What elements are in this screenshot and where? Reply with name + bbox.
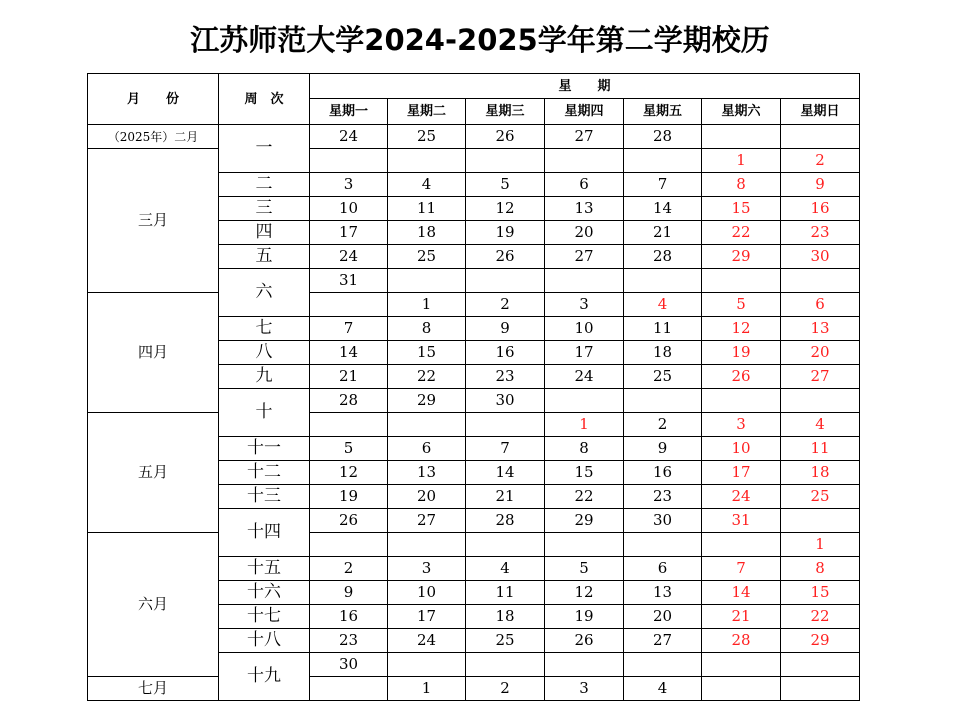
date-cell — [624, 533, 702, 557]
month-label-jun: 六月 — [88, 533, 219, 677]
date-cell: 12 — [310, 461, 388, 485]
date-cell: 2 — [624, 413, 702, 437]
date-cell: 2 — [781, 149, 860, 173]
date-cell: 6 — [624, 557, 702, 581]
week-number-w2: 二 — [219, 173, 310, 197]
date-cell: 10 — [545, 317, 624, 341]
date-cell — [781, 677, 860, 701]
date-cell: 18 — [388, 221, 466, 245]
date-cell — [310, 149, 388, 173]
date-cell — [388, 413, 466, 437]
date-cell: 7 — [702, 557, 781, 581]
date-cell: 1 — [545, 413, 624, 437]
date-cell: 14 — [702, 581, 781, 605]
date-cell: 21 — [702, 605, 781, 629]
date-cell: 8 — [702, 173, 781, 197]
week-number-w12: 十二 — [219, 461, 310, 485]
date-cell: 11 — [466, 581, 545, 605]
date-cell — [781, 509, 860, 533]
date-cell: 29 — [388, 389, 466, 413]
date-cell: 2 — [466, 677, 545, 701]
week-number-w16: 十六 — [219, 581, 310, 605]
date-cell: 27 — [388, 509, 466, 533]
date-cell: 8 — [545, 437, 624, 461]
date-cell: 30 — [310, 653, 388, 677]
calendar-row — [88, 677, 860, 701]
date-cell: 9 — [310, 581, 388, 605]
day-header-mon: 星期一 — [310, 99, 388, 125]
date-cell: 16 — [310, 605, 388, 629]
date-cell: 15 — [388, 341, 466, 365]
date-cell: 20 — [781, 341, 860, 365]
week-number-w3: 三 — [219, 197, 310, 221]
date-cell — [466, 533, 545, 557]
date-cell: 22 — [702, 221, 781, 245]
page-title: 江苏师范大学2024-2025学年第二学期校历 — [190, 23, 770, 57]
date-cell: 30 — [624, 509, 702, 533]
week-number-w6: 六 — [219, 269, 310, 317]
date-cell: 24 — [310, 125, 388, 149]
calendar-row — [88, 293, 860, 317]
date-cell: 15 — [702, 197, 781, 221]
week-number-w9: 九 — [219, 365, 310, 389]
date-cell: 20 — [624, 605, 702, 629]
date-cell: 28 — [466, 509, 545, 533]
date-cell: 16 — [781, 197, 860, 221]
week-number-w17: 十七 — [219, 605, 310, 629]
date-cell — [545, 269, 624, 293]
date-cell — [624, 269, 702, 293]
date-cell: 26 — [466, 125, 545, 149]
date-cell — [388, 653, 466, 677]
date-cell: 6 — [388, 437, 466, 461]
calendar-row — [88, 413, 860, 437]
date-cell: 19 — [310, 485, 388, 509]
date-cell: 12 — [466, 197, 545, 221]
day-header-thu: 星期四 — [545, 99, 624, 125]
date-cell: 17 — [702, 461, 781, 485]
week-number-w10: 十 — [219, 389, 310, 437]
date-cell: 27 — [781, 365, 860, 389]
date-cell: 19 — [466, 221, 545, 245]
date-cell: 22 — [781, 605, 860, 629]
month-label-mar: 三月 — [88, 149, 219, 293]
date-cell — [388, 269, 466, 293]
date-cell: 2 — [466, 293, 545, 317]
date-cell: 9 — [466, 317, 545, 341]
calendar-row — [88, 533, 860, 557]
date-cell: 5 — [466, 173, 545, 197]
date-cell: 13 — [624, 581, 702, 605]
date-cell: 18 — [624, 341, 702, 365]
date-cell: 21 — [310, 365, 388, 389]
date-cell — [310, 533, 388, 557]
date-cell — [702, 653, 781, 677]
date-cell — [466, 269, 545, 293]
date-cell: 3 — [545, 677, 624, 701]
date-cell: 27 — [545, 245, 624, 269]
date-cell: 16 — [466, 341, 545, 365]
month-label-apr: 四月 — [88, 293, 219, 413]
date-cell: 29 — [545, 509, 624, 533]
date-cell: 27 — [545, 125, 624, 149]
date-cell: 3 — [702, 413, 781, 437]
date-cell: 30 — [781, 245, 860, 269]
date-cell: 10 — [388, 581, 466, 605]
date-cell — [781, 653, 860, 677]
date-cell: 8 — [781, 557, 860, 581]
date-cell — [388, 149, 466, 173]
date-cell: 13 — [781, 317, 860, 341]
date-cell: 20 — [388, 485, 466, 509]
date-cell: 21 — [466, 485, 545, 509]
date-cell: 24 — [545, 365, 624, 389]
date-cell — [466, 413, 545, 437]
date-cell — [545, 389, 624, 413]
date-cell: 27 — [624, 629, 702, 653]
week-number-w15: 十五 — [219, 557, 310, 581]
date-cell: 12 — [702, 317, 781, 341]
date-cell: 5 — [702, 293, 781, 317]
date-cell: 6 — [545, 173, 624, 197]
date-cell: 5 — [545, 557, 624, 581]
date-cell: 6 — [781, 293, 860, 317]
date-cell: 28 — [310, 389, 388, 413]
day-header-sun: 星期日 — [781, 99, 860, 125]
week-header: 周 次 — [219, 74, 310, 125]
date-cell: 1 — [388, 293, 466, 317]
date-cell: 10 — [702, 437, 781, 461]
date-cell: 9 — [624, 437, 702, 461]
date-cell: 25 — [466, 629, 545, 653]
date-cell: 11 — [781, 437, 860, 461]
week-number-w4: 四 — [219, 221, 310, 245]
date-cell — [702, 533, 781, 557]
date-cell: 25 — [781, 485, 860, 509]
date-cell: 18 — [466, 605, 545, 629]
date-cell: 31 — [702, 509, 781, 533]
date-cell: 17 — [388, 605, 466, 629]
date-cell: 11 — [624, 317, 702, 341]
date-cell: 23 — [310, 629, 388, 653]
date-cell — [466, 149, 545, 173]
date-cell: 21 — [624, 221, 702, 245]
date-cell — [310, 293, 388, 317]
school-calendar-table — [87, 73, 860, 701]
date-cell: 22 — [388, 365, 466, 389]
date-cell — [624, 653, 702, 677]
date-cell — [545, 533, 624, 557]
month-header: 月 份 — [88, 74, 219, 125]
week-number-w18: 十八 — [219, 629, 310, 653]
date-cell: 10 — [310, 197, 388, 221]
week-number-w1: 一 — [219, 125, 310, 173]
date-cell: 19 — [545, 605, 624, 629]
date-cell: 11 — [388, 197, 466, 221]
date-cell — [781, 389, 860, 413]
date-cell: 24 — [702, 485, 781, 509]
date-cell: 28 — [624, 125, 702, 149]
date-cell: 4 — [388, 173, 466, 197]
date-cell: 28 — [702, 629, 781, 653]
date-cell: 24 — [388, 629, 466, 653]
date-cell: 13 — [388, 461, 466, 485]
week-number-w11: 十一 — [219, 437, 310, 461]
date-cell: 17 — [545, 341, 624, 365]
day-header-tue: 星期二 — [388, 99, 466, 125]
calendar-row — [88, 125, 860, 149]
date-cell: 29 — [702, 245, 781, 269]
date-cell: 25 — [624, 365, 702, 389]
date-cell — [545, 653, 624, 677]
date-cell: 18 — [781, 461, 860, 485]
date-cell — [624, 149, 702, 173]
date-cell: 26 — [310, 509, 388, 533]
date-cell: 9 — [781, 173, 860, 197]
date-cell: 2 — [310, 557, 388, 581]
date-cell: 24 — [310, 245, 388, 269]
date-cell: 15 — [545, 461, 624, 485]
month-label-feb: （2025年）二月 — [88, 125, 219, 149]
week-number-w8: 八 — [219, 341, 310, 365]
date-cell: 1 — [702, 149, 781, 173]
weekday-group-header: 星 期 — [310, 74, 860, 99]
date-cell: 25 — [388, 245, 466, 269]
date-cell: 19 — [702, 341, 781, 365]
week-number-w13: 十三 — [219, 485, 310, 509]
date-cell — [545, 149, 624, 173]
date-cell: 7 — [624, 173, 702, 197]
date-cell: 26 — [545, 629, 624, 653]
month-label-may: 五月 — [88, 413, 219, 533]
date-cell: 28 — [624, 245, 702, 269]
date-cell: 14 — [624, 197, 702, 221]
month-label-jul: 七月 — [88, 677, 219, 701]
date-cell — [388, 533, 466, 557]
date-cell: 12 — [545, 581, 624, 605]
date-cell: 26 — [466, 245, 545, 269]
date-cell: 14 — [310, 341, 388, 365]
date-cell — [702, 677, 781, 701]
date-cell: 30 — [466, 389, 545, 413]
date-cell — [310, 677, 388, 701]
date-cell: 15 — [781, 581, 860, 605]
date-cell: 29 — [781, 629, 860, 653]
date-cell: 5 — [310, 437, 388, 461]
date-cell: 13 — [545, 197, 624, 221]
week-number-w5: 五 — [219, 245, 310, 269]
date-cell: 23 — [624, 485, 702, 509]
date-cell — [310, 413, 388, 437]
date-cell — [781, 125, 860, 149]
date-cell: 17 — [310, 221, 388, 245]
date-cell: 3 — [545, 293, 624, 317]
date-cell — [702, 269, 781, 293]
date-cell: 23 — [781, 221, 860, 245]
day-header-wed: 星期三 — [466, 99, 545, 125]
date-cell: 14 — [466, 461, 545, 485]
date-cell: 25 — [388, 125, 466, 149]
date-cell: 7 — [466, 437, 545, 461]
date-cell: 3 — [310, 173, 388, 197]
date-cell: 16 — [624, 461, 702, 485]
date-cell: 4 — [466, 557, 545, 581]
week-number-w7: 七 — [219, 317, 310, 341]
week-number-w14: 十四 — [219, 509, 310, 557]
date-cell — [624, 389, 702, 413]
date-cell: 4 — [781, 413, 860, 437]
date-cell: 4 — [624, 677, 702, 701]
date-cell — [702, 389, 781, 413]
calendar-row — [88, 149, 860, 173]
date-cell — [781, 269, 860, 293]
date-cell: 3 — [388, 557, 466, 581]
date-cell: 1 — [388, 677, 466, 701]
date-cell: 22 — [545, 485, 624, 509]
date-cell — [466, 653, 545, 677]
date-cell: 26 — [702, 365, 781, 389]
day-header-fri: 星期五 — [624, 99, 702, 125]
week-number-w19: 十九 — [219, 653, 310, 701]
date-cell: 31 — [310, 269, 388, 293]
date-cell: 8 — [388, 317, 466, 341]
date-cell: 4 — [624, 293, 702, 317]
day-header-sat: 星期六 — [702, 99, 781, 125]
date-cell: 7 — [310, 317, 388, 341]
date-cell: 23 — [466, 365, 545, 389]
date-cell: 1 — [781, 533, 860, 557]
date-cell: 20 — [545, 221, 624, 245]
date-cell — [702, 125, 781, 149]
